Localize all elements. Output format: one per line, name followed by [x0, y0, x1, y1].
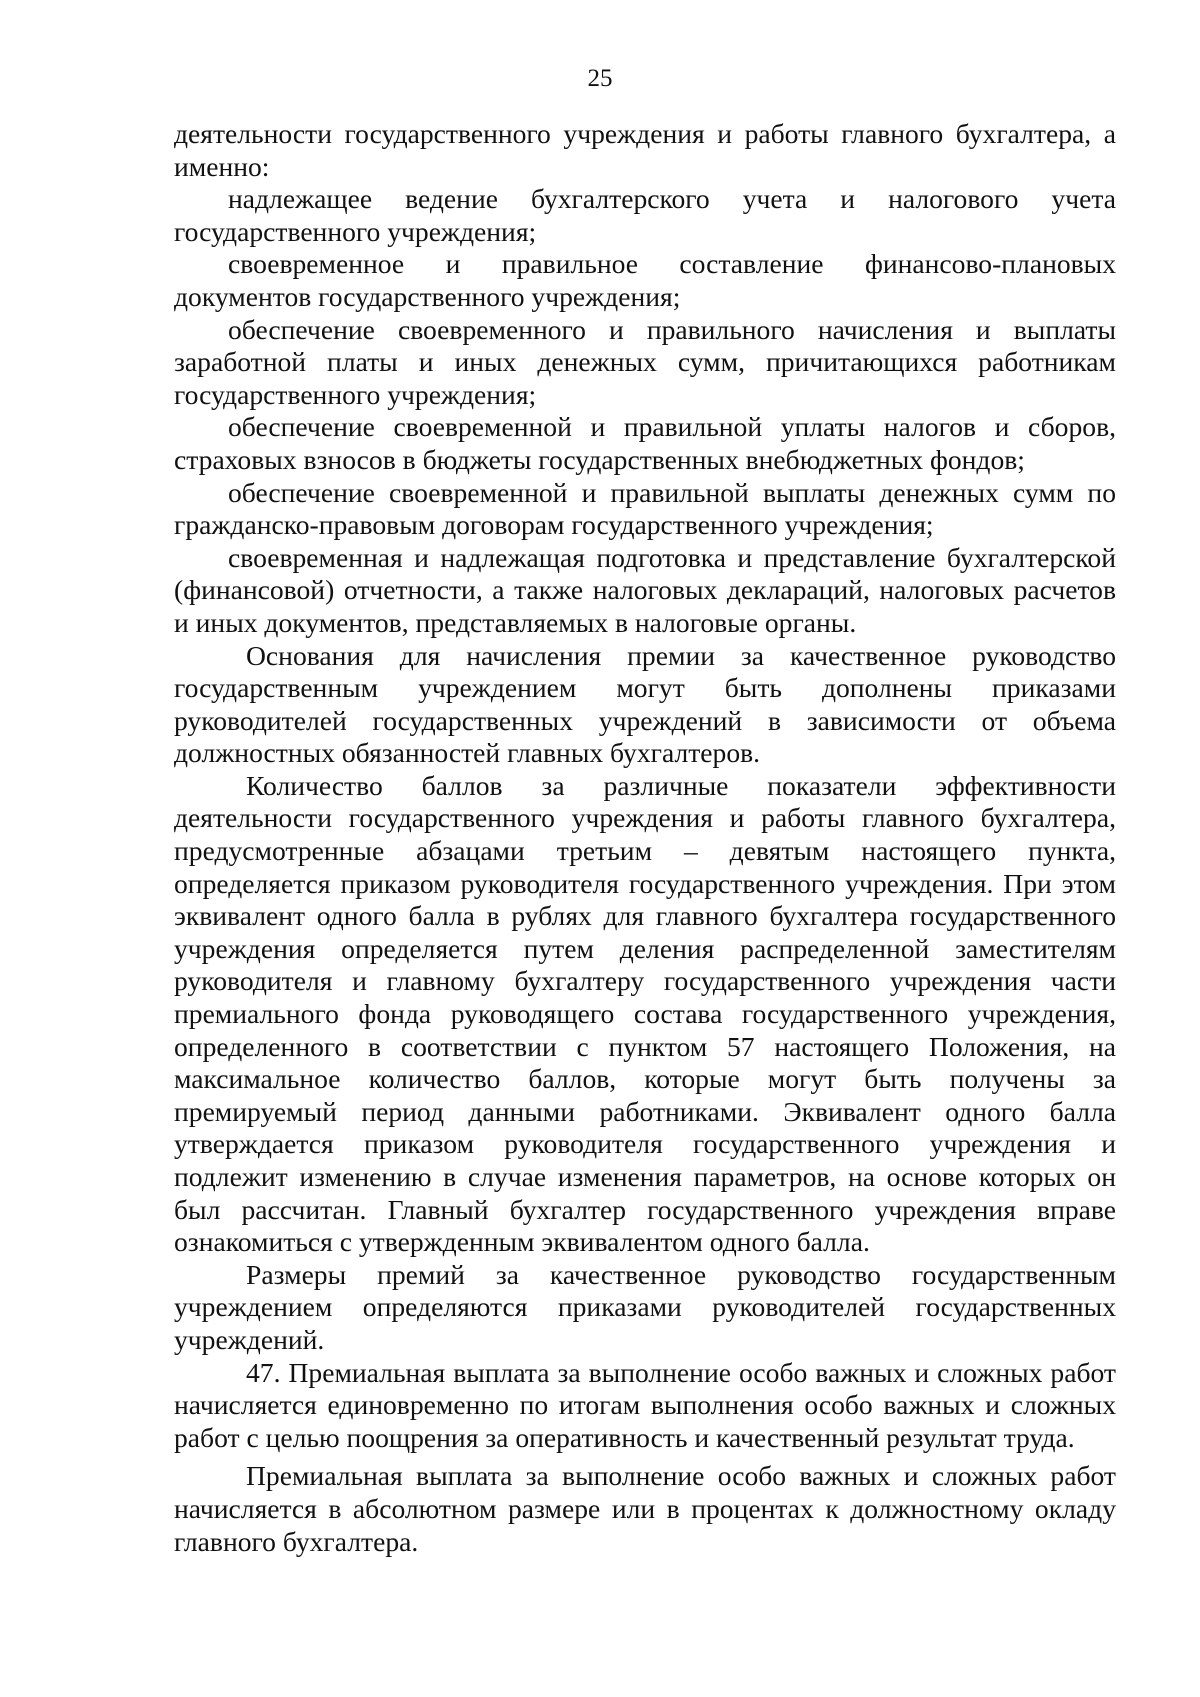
document-body	[174, 118, 1116, 1558]
page-number: 25	[587, 65, 613, 92]
paragraph-points-equivalent: Количество баллов за различные показатели эффективности деятельности государственного учреждения и работы главного бухгалтера, предусмотренные абзацами третьим – девятым настоящего пункта, определяется приказом руководителя государственного учреждения. При этом эквивалент одного балла в рублях для главного бухгалтера государственного учреждения определяется путем деления распределенной заместителям руководителя и главному бухгалтеру государственного учреждения части премиального фонда руководящего состава государственного учреждения, определенного в соответствии с пунктом 57 настоящего Положения, на максимальное количество баллов, которые могут быть получены за премируемый период данными работниками. Эквивалент одного балла утверждается приказом руководителя государственного учреждения и подлежит изменению в случае изменения параметров, на основе которых он был рассчитан. Главный бухгалтер государственного учреждения вправе ознакомиться с утвержденным эквивалентом одного балла.	[174, 769, 1116, 1258]
paragraph-list-item-reporting: своевременная и надлежащая подготовка и представление бухгалтерской (финансовой) отчетности, а также налоговых деклараций, налоговых расчетов и иных документов, представляемых в налоговые органы.	[174, 541, 1116, 638]
paragraph-list-item-planning-documents: своевременное и правильное составление финансово-плановых документов государственного учреждения;	[174, 248, 1116, 312]
paragraph-list-item-accounting: надлежащее ведение бухгалтерского учета и налогового учета государственного учреждения;	[174, 183, 1116, 247]
paragraph-clause-47-calculation: Премиальная выплата за выполнение особо важных и сложных работ начисляется в абсолютном размере или в процентах к должностному окладу главного бухгалтера.	[174, 1460, 1116, 1557]
paragraph-clause-47: 47. Премиальная выплата за выполнение особо важных и сложных работ начисляется единовременно по итогам выполнения особо важных и сложных работ с целью поощрения за оперативность и качественный результат труда.	[174, 1356, 1116, 1453]
paragraph-intro-continuation: деятельности государственного учреждения и работы главного бухгалтера, а именно:	[174, 118, 1116, 182]
paragraph-list-item-civil-contracts: обеспечение своевременной и правильной выплаты денежных сумм по гражданско-правовым договорам государственного учреждения;	[174, 476, 1116, 541]
paragraph-list-item-salary-payments: обеспечение своевременного и правильного начисления и выплаты заработной платы и иных денежных сумм, причитающихся работникам государственного учреждения;	[174, 313, 1116, 410]
paragraph-list-item-tax-payments: обеспечение своевременной и правильной уплаты налогов и сборов, страховых взносов в бюджеты государственных внебюджетных фондов;	[174, 411, 1116, 475]
paragraph-bonus-grounds: Основания для начисления премии за качественное руководство государственным учреждением могут быть дополнены приказами руководителей государственных учреждений в зависимости от объема должностных обязанностей главных бухгалтеров.	[174, 639, 1116, 769]
paragraph-bonus-amounts: Размеры премий за качественное руководство государственным учреждением определяются приказами руководителей государственных учреждений.	[174, 1258, 1116, 1355]
